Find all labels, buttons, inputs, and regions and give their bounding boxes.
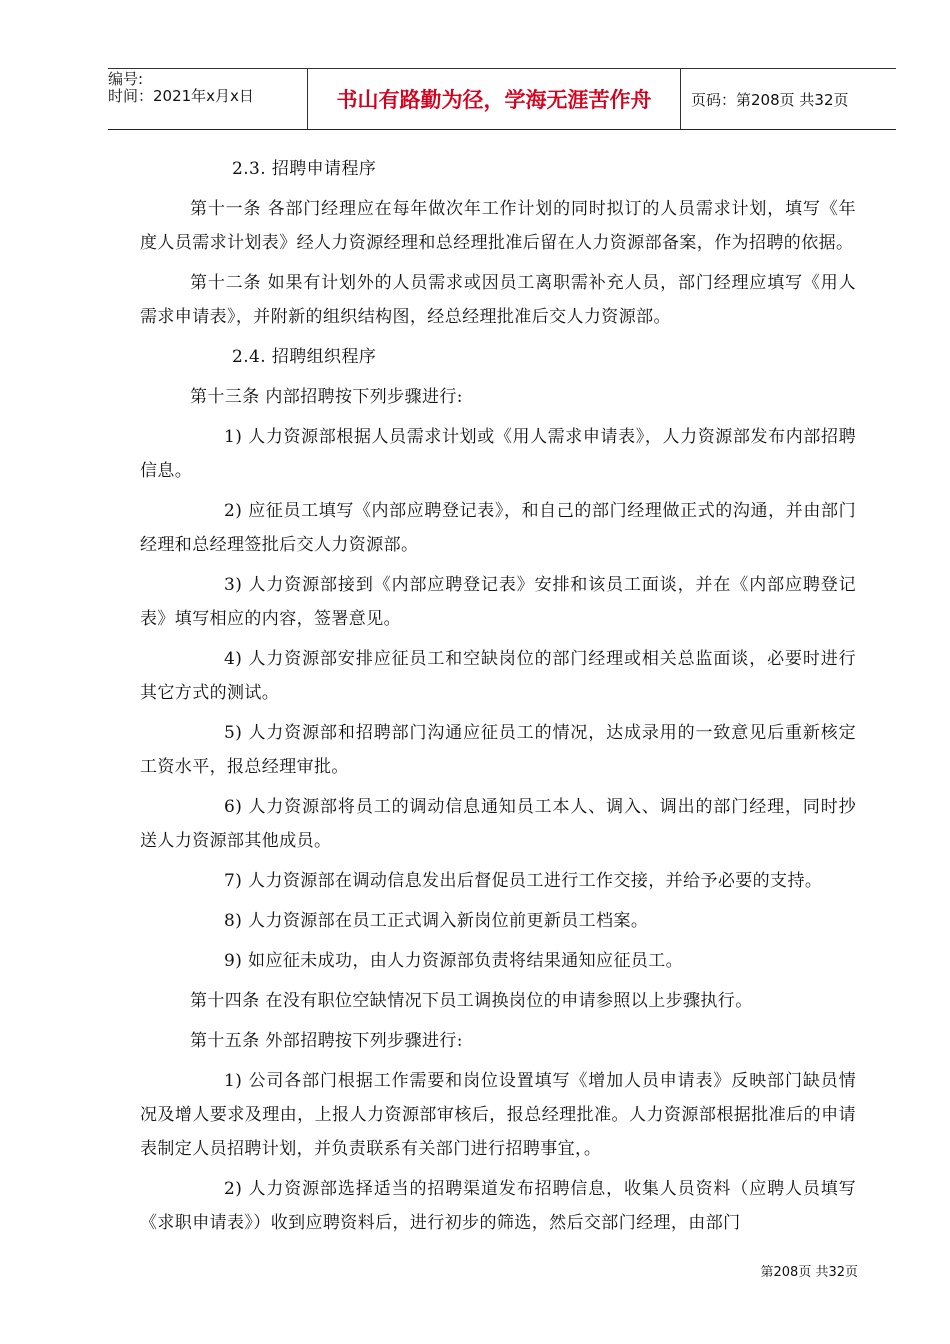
header-page-number: 页码：第208页 共32页 <box>691 90 849 109</box>
article-paragraph: 第十三条 内部招聘按下列步骤进行: <box>190 387 463 407</box>
list-item: 5) 人力资源部和招聘部门沟通应征员工的情况，达成录用的一致意见后重新核定工资水平，报总经理审批。 <box>140 723 856 777</box>
list-item: 4) 人力资源部安排应征员工和空缺岗位的部门经理或相关总监面谈，必要时进行其它方式的测试。 <box>140 649 856 703</box>
article-paragraph: 第十五条 外部招聘按下列步骤进行: <box>190 1031 463 1051</box>
header-motto: 书山有路勤为径，学海无涯苦作舟 <box>308 69 681 129</box>
list-item: 9) 如应征未成功，由人力资源部负责将结果通知应征员工。 <box>224 951 684 971</box>
page-footer-number: 第208页 共32页 <box>760 1265 858 1280</box>
page-header <box>108 68 896 130</box>
list-item: 1) 人力资源部根据人员需求计划或《用人需求申请表》，人力资源部发布内部招聘信息。 <box>140 427 856 481</box>
list-item: 8) 人力资源部在员工正式调入新岗位前更新员工档案。 <box>224 911 649 931</box>
article-paragraph: 第十一条 各部门经理应在每年做次年工作计划的同时拟订的人员需求计划，填写《年度人员需求计划表》经人力资源经理和总经理批准后留在人力资源部备案，作为招聘的依据。 <box>140 199 856 253</box>
list-item: 2) 应征员工填写《内部应聘登记表》，和自己的部门经理做正式的沟通，并由部门经理和总经理签批后交人力资源部。 <box>140 501 856 555</box>
list-item: 2) 人力资源部选择适当的招聘渠道发布招聘信息，收集人员资料（应聘人员填写《求职申请表》）收到应聘资料后，进行初步的筛选，然后交部门经理，由部门 <box>140 1179 856 1233</box>
list-item: 7) 人力资源部在调动信息发出后督促员工进行工作交接，并给予必要的支持。 <box>224 871 823 891</box>
document-time-label: 时间：2021年x月x日 <box>108 87 254 105</box>
header-meta <box>108 69 308 129</box>
list-item: 1) 公司各部门根据工作需要和岗位设置填写《增加人员申请表》反映部门缺员情况及增人要求及理由，上报人力资源部审核后，报总经理批准。人力资源部根据批准后的申请表制定人员招聘计划，并负责联系有关部门进行招聘事宜，。 <box>140 1071 856 1159</box>
section-heading: 2.3. 招聘申请程序 <box>232 159 377 179</box>
section-heading: 2.4. 招聘组织程序 <box>232 347 377 367</box>
list-item: 3) 人力资源部接到《内部应聘登记表》安排和该员工面谈，并在《内部应聘登记表》填写相应的内容，签署意见。 <box>140 575 856 629</box>
article-paragraph: 第十二条 如果有计划外的人员需求或因员工离职需补充人员，部门经理应填写《用人需求申请表》，并附新的组织结构图，经总经理批准后交人力资源部。 <box>140 273 856 327</box>
list-item: 6) 人力资源部将员工的调动信息通知员工本人、调入、调出的部门经理，同时抄送人力资源部其他成员。 <box>140 797 856 851</box>
document-body <box>140 152 856 1240</box>
document-number-label: 编号: <box>108 70 144 88</box>
article-paragraph: 第十四条 在没有职位空缺情况下员工调换岗位的申请参照以上步骤执行。 <box>190 991 753 1011</box>
